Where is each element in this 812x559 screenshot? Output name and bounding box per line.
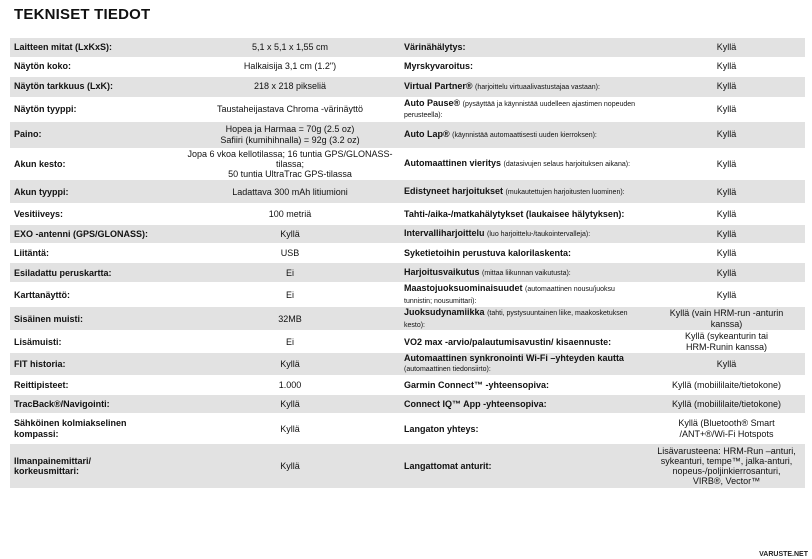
spec-value-text: Kyllä (sykeanturin tai [684, 331, 769, 342]
spec-value-text: nopeus-/poljinkierrosanturi, [672, 466, 781, 477]
spec-value-text: Taustaheijastava Chroma -värinäyttö [216, 103, 364, 114]
spec-label-left [10, 244, 180, 263]
spec-row [10, 38, 805, 57]
spec-label-text: Langattomat anturit: [404, 461, 492, 471]
spec-label-right [400, 97, 648, 121]
spec-value-right [648, 204, 805, 225]
spec-label-text: Näytön koko: [14, 61, 72, 72]
spec-value-text: Ladattava 300 mAh litiumioni [232, 186, 348, 197]
spec-value-right [648, 395, 805, 414]
spec-label-left [10, 180, 180, 204]
spec-label-text: EXO -antenni (GPS/GLONASS): [14, 229, 149, 239]
spec-value-text: Kyllä [280, 399, 300, 409]
spec-label-text: Vesitiiveys: [14, 209, 64, 219]
spec-value-text: VIRB®, Vector™ [692, 476, 761, 487]
spec-label-text: Näytön tyyppi: [14, 103, 77, 114]
spec-value-right [648, 38, 805, 57]
spec-value-text: Kyllä (Bluetooth® Smart [678, 418, 775, 429]
spec-value-left [180, 148, 400, 180]
spec-value-text: Kyllä (mobiililaite/tietokone) [671, 399, 782, 409]
spec-label-note: (automaattinen nousu/juoksu tunnistin; nousumittari): [404, 286, 615, 305]
spec-value-text: Kyllä [716, 61, 737, 72]
spec-label-note: (mukautettujen harjoitusten luominen): [505, 188, 625, 196]
spec-label-left [10, 283, 180, 307]
spec-label-right [400, 376, 648, 395]
spec-value-left [180, 244, 400, 263]
spec-value-left [180, 225, 400, 244]
spec-value-left [180, 121, 400, 148]
spec-value-right [648, 244, 805, 263]
spec-label-left [10, 121, 180, 148]
spec-label-text: Intervalliharjoittelu [404, 228, 485, 239]
spec-label-left [10, 204, 180, 225]
spec-value-text: USB [280, 248, 300, 258]
spec-row [10, 353, 805, 376]
spec-value-text: Kyllä [716, 267, 737, 278]
spec-label-text: Paino: [14, 129, 42, 140]
spec-label-left [10, 307, 180, 331]
spec-label-left [10, 376, 180, 395]
spec-value-text: Jopa 6 vkoa kellotilassa; 16 tuntia GPS/GLONASS-tilassa; [187, 148, 393, 169]
spec-label-text: Värinähälytys: [404, 42, 466, 53]
spec-label-text: Connect IQ™ App -yhteensopiva: [404, 399, 547, 409]
spec-value-right [648, 57, 805, 76]
spec-label-text: Edistyneet harjoitukset [404, 185, 504, 196]
spec-label-text: Sähköinen kolmiakselinen [14, 418, 127, 429]
spec-row [10, 97, 805, 121]
spec-row [10, 225, 805, 244]
spec-value-left [180, 353, 400, 376]
spec-value-text: Kyllä (mobiililaite/tietokone) [671, 380, 782, 390]
spec-label-right [400, 307, 648, 331]
spec-row [10, 414, 805, 444]
spec-row [10, 180, 805, 204]
spec-value-left [180, 97, 400, 121]
spec-value-text: Safiiri (kumihihnalla) = 92g (3.2 oz) [220, 134, 360, 145]
spec-label-text: FIT historia: [14, 359, 66, 369]
spec-label-right [400, 283, 648, 307]
spec-label-text: Laitteen mitat (LxKxS): [14, 42, 113, 53]
spec-value-text: Hopea ja Harmaa = 70g (2.5 oz) [225, 124, 355, 135]
spec-label-text: Myrskyvaroitus: [404, 61, 474, 72]
spec-label-right [400, 121, 648, 148]
spec-value-right [648, 180, 805, 204]
spec-label-text: Maastojuoksuominaisuudet [404, 283, 523, 294]
spec-value-text: Ei [285, 289, 294, 300]
spec-label-text: Auto Lap® [404, 128, 450, 139]
spec-label-right [400, 148, 648, 180]
spec-value-text: sykeanturi, tempe™, jalka-anturi, [660, 455, 793, 466]
spec-label-text: Tahti-/aika-/matkahälytykset (laukaisee hälytyksen): [404, 209, 625, 219]
spec-row [10, 307, 805, 331]
spec-value-left [180, 204, 400, 225]
spec-value-text: Kyllä [716, 209, 737, 219]
spec-value-text: 1.000 [278, 380, 302, 390]
spec-value-right [648, 376, 805, 395]
spec-label-left [10, 414, 180, 444]
spec-value-left [180, 38, 400, 57]
spec-label-note: (pysäyttää ja käynnistää uudelleen ajastimen nopeuden perusteella): [404, 100, 636, 119]
spec-label-text: Reittipisteet: [14, 380, 69, 390]
spec-row [10, 331, 805, 353]
spec-row [10, 244, 805, 263]
spec-value-left [180, 444, 400, 489]
spec-value-text: Kyllä [280, 229, 300, 239]
spec-value-text: /ANT+®/Wi-Fi Hotspots [679, 428, 774, 439]
spec-value-text: Kyllä [280, 461, 300, 471]
spec-label-text: Garmin Connect™ -yhteensopiva: [404, 380, 550, 390]
spec-value-text: Kyllä [280, 359, 300, 369]
spec-value-text: 32MB [278, 313, 302, 324]
spec-value-text: Ei [285, 267, 294, 278]
spec-label-left [10, 76, 180, 97]
spec-label-text: Ilmanpainemittari/ [14, 455, 92, 466]
spec-label-text: Auto Pause® [404, 97, 461, 108]
spec-value-text: Kyllä [280, 423, 300, 434]
spec-label-note: (käynnistää automaattisesti uuden kierroksen): [452, 131, 597, 139]
spec-label-text: VO2 max -arvio/palautumisavustin/ kisaennuste: [404, 336, 612, 347]
spec-value-right [648, 283, 805, 307]
spec-value-text: Halkaisija 3,1 cm (1.2") [243, 61, 337, 72]
spec-label-text: TracBack®/Navigointi: [14, 399, 110, 409]
spec-value-text: Kyllä [716, 42, 737, 53]
spec-label-right [400, 444, 648, 489]
spec-value-right [648, 414, 805, 444]
spec-label-text: Juoksudynamiikka [404, 307, 485, 318]
spec-label-text: Näytön tarkkuus (LxK): [14, 81, 114, 92]
spec-value-left [180, 57, 400, 76]
spec-value-text: 100 metriä [268, 209, 312, 219]
spec-value-left [180, 76, 400, 97]
spec-label-left [10, 263, 180, 283]
spec-label-right [400, 263, 648, 283]
spec-value-left [180, 395, 400, 414]
spec-label-right [400, 76, 648, 97]
spec-value-left [180, 414, 400, 444]
spec-label-text: Harjoitusvaikutus [404, 266, 480, 277]
spec-label-right [400, 204, 648, 225]
spec-label-text: Syketietoihin perustuva kalorilaskenta: [404, 248, 572, 258]
spec-value-text: Kyllä [716, 186, 737, 197]
spec-label-right [400, 244, 648, 263]
spec-label-left [10, 57, 180, 76]
spec-value-text: Kyllä [716, 289, 737, 300]
spec-value-left [180, 180, 400, 204]
spec-label-text: Karttanäyttö: [14, 289, 71, 300]
spec-row [10, 148, 805, 180]
spec-value-text: Kyllä [716, 103, 737, 114]
spec-row [10, 57, 805, 76]
spec-label-note: (harjoittelu virtuaalivastustajaa vastaan): [475, 83, 600, 91]
spec-label-note: (mittaa liikunnan vaikutusta): [482, 269, 571, 277]
spec-label-text: Esiladattu peruskartta: [14, 267, 112, 278]
spec-value-left [180, 263, 400, 283]
spec-label-text: Akun kesto: [14, 158, 66, 169]
spec-label-text: Virtual Partner® [404, 80, 473, 91]
spec-value-text: Lisävarusteena: HRM-Run –anturi, [657, 445, 796, 456]
spec-value-right [648, 353, 805, 376]
watermark: VARUSTE.NET [759, 551, 808, 558]
spec-label-left [10, 395, 180, 414]
spec-label-right [400, 331, 648, 353]
spec-row [10, 204, 805, 225]
spec-label-left [10, 97, 180, 121]
spec-label-text: Akun tyyppi: [14, 186, 69, 197]
spec-value-right [648, 444, 805, 489]
spec-label-text: Automaattinen vieritys [404, 158, 502, 169]
spec-value-right [648, 331, 805, 353]
spec-row [10, 263, 805, 283]
spec-value-text: Kyllä [716, 359, 737, 369]
spec-value-text: Ei [285, 336, 294, 347]
spec-value-right [648, 263, 805, 283]
spec-label-right [400, 353, 648, 376]
spec-value-left [180, 283, 400, 307]
spec-label-right [400, 225, 648, 244]
spec-value-right [648, 97, 805, 121]
spec-label-left [10, 353, 180, 376]
spec-label-text: Langaton yhteys: [404, 423, 479, 434]
spec-label-note: (datasivujen selaus harjoituksen aikana): [503, 161, 631, 169]
spec-value-text: HRM-Runin kanssa) [685, 341, 768, 352]
spec-label-text: Liitäntä: [14, 248, 49, 258]
spec-value-text: Kyllä [716, 229, 737, 239]
spec-value-text: Kyllä (vain HRM-run -anturin [669, 308, 784, 319]
spec-label-note: (tahti, pystysuuntainen liike, maakosketuksen kesto): [404, 310, 628, 329]
spec-row [10, 76, 805, 97]
spec-value-right [648, 225, 805, 244]
spec-value-right [648, 148, 805, 180]
spec-label-text: Automaattinen synkronointi Wi-Fi –yhteyden kautta [404, 353, 624, 364]
spec-row [10, 283, 805, 307]
spec-value-text: Kyllä [716, 129, 737, 140]
spec-label-text: Sisäinen muisti: [14, 313, 84, 324]
spec-value-left [180, 376, 400, 395]
spec-value-right [648, 121, 805, 148]
spec-value-text: 5,1 x 5,1 x 1,55 cm [251, 42, 329, 53]
spec-value-left [180, 331, 400, 353]
spec-label-left [10, 225, 180, 244]
spec-value-text: 50 tuntia UltraTrac GPS-tilassa [228, 168, 352, 179]
spec-label-right [400, 57, 648, 76]
spec-row [10, 395, 805, 414]
spec-value-text: Kyllä [716, 158, 737, 169]
spec-label-right [400, 395, 648, 414]
spec-value-text: Kyllä [716, 248, 737, 258]
spec-label-left [10, 331, 180, 353]
spec-value-right [648, 307, 805, 331]
spec-label-left [10, 444, 180, 489]
spec-label-right [400, 180, 648, 204]
spec-value-text: Kyllä [716, 81, 737, 92]
spec-value-text: kanssa) [710, 318, 743, 329]
spec-value-right [648, 76, 805, 97]
spec-value-left [180, 307, 400, 331]
spec-label-right [400, 414, 648, 444]
spec-row [10, 444, 805, 489]
spec-label-left [10, 38, 180, 57]
spec-row [10, 121, 805, 148]
spec-label-text: kompassi: [14, 428, 59, 439]
spec-label-text: Lisämuisti: [14, 336, 62, 347]
spec-label-text: korkeusmittari: [14, 466, 80, 477]
spec-row [10, 376, 805, 395]
spec-label-left [10, 148, 180, 180]
spec-value-text: 218 x 218 pikseliä [253, 81, 327, 92]
spec-label-right [400, 38, 648, 57]
spec-label-note: (luo harjoittelu-/taukointervalleja): [487, 231, 591, 239]
page-title: TEKNISET TIEDOT [14, 6, 151, 23]
spec-table [10, 38, 805, 489]
spec-label-note: (automaattinen tiedonsiirto): [404, 366, 491, 374]
